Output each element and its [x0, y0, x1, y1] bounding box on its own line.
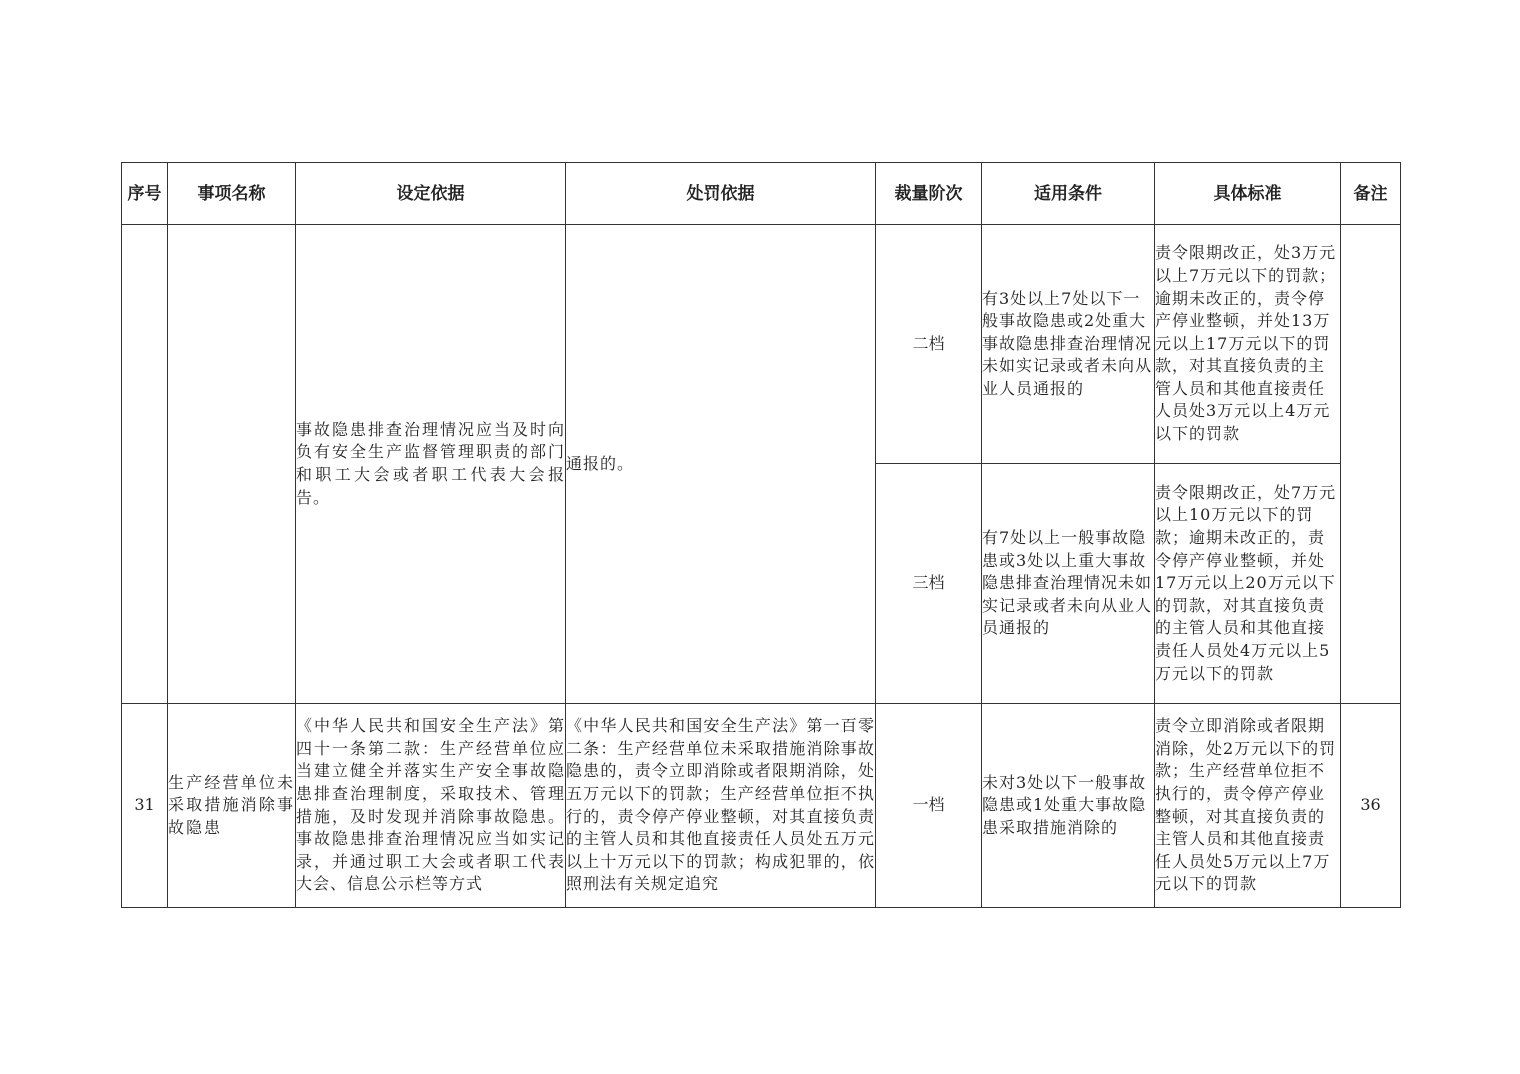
header-specific-standard: 具体标准 — [1155, 163, 1341, 225]
cont-penalty-basis: 通报的。 — [566, 225, 876, 704]
header-discretion-level: 裁量阶次 — [876, 163, 982, 225]
level-cell: 二档 — [876, 225, 982, 464]
item-legal-basis: 《中华人民共和国安全生产法》第四十一条第二款：生产经营单位应当建立健全并落实生产安全事故隐患排查治理制度，采取技术、管理措施，及时发现并消除事故隐患。事故隐患排查治理情况应当如实记录，并通过职工大会或者职工代表大会、信息公示栏等方式 — [296, 704, 566, 908]
item-penalty-basis: 《中华人民共和国安全生产法》第一百零二条：生产经营单位未采取措施消除事故隐患的，责令立即消除或者限期消除，处五万元以下的罚款；生产经营单位拒不执行的，责令停产停业整顿，对其直接负责的主管人员和其他直接责任人员处五万元以上十万元以下的罚款；构成犯罪的，依照刑法有关规定追究 — [566, 704, 876, 908]
standard-cell: 责令限期改正，处7万元以上10万元以下的罚款；逾期未改正的，责令停产停业整顿，并处17万元以上20万元以下的罚款，对其直接负责的主管人员和其他直接责任人员处4万元以上5万元以下的罚款 — [1155, 464, 1341, 704]
level-cell: 一档 — [876, 704, 982, 908]
remark-cell: 36 — [1341, 704, 1401, 908]
header-remark: 备注 — [1341, 163, 1401, 225]
table-row — [122, 704, 1401, 908]
penalty-standard-table — [121, 162, 1401, 908]
level-cell: 三档 — [876, 464, 982, 704]
item-name: 生产经营单位未采取措施消除事故隐患 — [168, 704, 296, 908]
standard-cell: 责令限期改正，处3万元以上7万元以下的罚款；逾期未改正的，责令停产停业整顿，并处13万元以上17万元以下的罚款，对其直接负责的主管人员和其他直接责任人员处3万元以上4万元以下的罚款 — [1155, 225, 1341, 464]
header-penalty-basis: 处罚依据 — [566, 163, 876, 225]
header-serial-no: 序号 — [122, 163, 168, 225]
cont-serial-cell — [122, 225, 168, 704]
cont-name-cell — [168, 225, 296, 704]
item-serial-no: 31 — [122, 704, 168, 908]
condition-cell: 有3处以上7处以下一般事故隐患或2处重大事故隐患排查治理情况未如实记录或者未向从业人员通报的 — [982, 225, 1155, 464]
header-item-name: 事项名称 — [168, 163, 296, 225]
header-row — [122, 163, 1401, 225]
header-legal-basis: 设定依据 — [296, 163, 566, 225]
standard-cell: 责令立即消除或者限期消除，处2万元以下的罚款；生产经营单位拒不执行的，责令停产停业整顿，对其直接负责的主管人员和其他直接责任人员处5万元以上7万元以下的罚款 — [1155, 704, 1341, 908]
table-row — [122, 225, 1401, 464]
condition-cell: 未对3处以下一般事故隐患或1处重大事故隐患采取措施消除的 — [982, 704, 1155, 908]
header-applicable-condition: 适用条件 — [982, 163, 1155, 225]
cont-legal-basis: 事故隐患排查治理情况应当及时向负有安全生产监督管理职责的部门和职工大会或者职工代表大会报告。 — [296, 225, 566, 704]
condition-cell: 有7处以上一般事故隐患或3处以上重大事故隐患排查治理情况未如实记录或者未向从业人员通报的 — [982, 464, 1155, 704]
cont-remark-cell — [1341, 225, 1401, 704]
